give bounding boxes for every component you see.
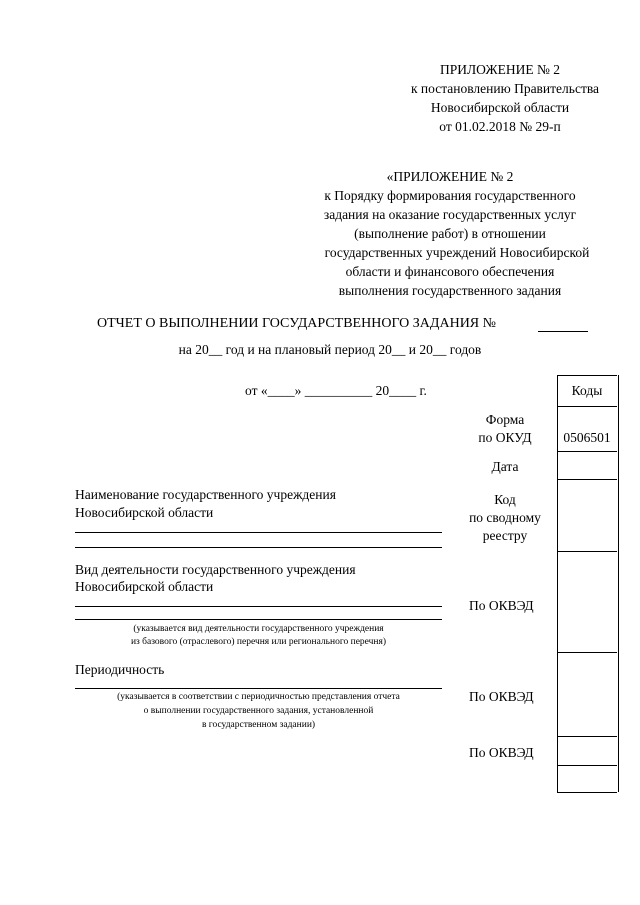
codes-row-divider <box>557 406 617 407</box>
report-number-line <box>538 331 588 332</box>
registry-code-cell[interactable] <box>557 479 617 551</box>
registry-label: по сводному <box>469 510 541 525</box>
okved-label-1: По ОКВЭД <box>469 598 534 613</box>
appendix-order-text: задания на оказание государственных услуг <box>323 207 577 222</box>
activity-type-hint: (указывается вид деятельности государственного учреждения <box>133 624 384 634</box>
appendix-text: Новосибирской области <box>430 100 570 115</box>
appendix-date: от 01.02.2018 № 29-п <box>439 119 561 134</box>
periodicity-hint: (указывается в соответствии с периодичностью представления отчета <box>117 692 400 702</box>
registry-label: Код <box>494 492 516 507</box>
periodicity-label: Периодичность <box>75 662 165 677</box>
appendix-order-text: (выполнение работ) в отношении <box>354 226 546 241</box>
date-label: Дата <box>491 459 519 474</box>
form-label: Форма <box>485 412 525 427</box>
periodicity-hint: о выполнении государственного задания, установленной <box>143 706 374 716</box>
periodicity-hint: в государственном задании) <box>201 720 316 730</box>
activity-type-label: Новосибирской области <box>75 579 214 594</box>
report-date-line: от «____» __________ 20____ г. <box>245 383 427 398</box>
periodicity-field[interactable] <box>75 688 442 689</box>
institution-name-field[interactable] <box>75 547 442 548</box>
appendix-order-text: государственных учреждений Новосибирской <box>324 245 590 260</box>
date-code-cell[interactable] <box>557 451 617 479</box>
appendix-order-text: области и финансового обеспечения <box>345 264 555 279</box>
activity-type-field[interactable] <box>75 606 442 607</box>
institution-name-label: Новосибирской области <box>75 505 214 520</box>
activity-type-field[interactable] <box>75 619 442 620</box>
okved-label-3: По ОКВЭД <box>469 745 534 760</box>
activity-type-hint: из базового (отраслевого) перечня или регионального перечня) <box>130 637 387 647</box>
appendix-order-title: «ПРИЛОЖЕНИЕ № 2 <box>386 169 514 184</box>
extra-code-cell[interactable] <box>557 765 617 792</box>
codes-row-divider <box>557 792 617 793</box>
okved-code-cell-3[interactable] <box>557 736 617 765</box>
appendix-text: к постановлению Правительства <box>410 81 600 96</box>
okud-code-value: 0506501 <box>563 430 611 445</box>
okud-label: по ОКУД <box>478 430 532 445</box>
institution-name-field[interactable] <box>75 532 442 533</box>
okved-code-cell-1[interactable] <box>557 551 617 652</box>
report-title: ОТЧЕТ О ВЫПОЛНЕНИИ ГОСУДАРСТВЕННОГО ЗАДАНИЯ № <box>97 316 496 331</box>
okved-label-2: По ОКВЭД <box>469 689 534 704</box>
registry-label: реестру <box>482 528 528 543</box>
appendix-order-text: к Порядку формирования государственного <box>324 188 576 203</box>
appendix-order-text: выполнения государственного задания <box>338 283 562 298</box>
institution-name-label: Наименование государственного учреждения <box>75 487 336 502</box>
activity-type-label: Вид деятельности государственного учреждения <box>75 562 356 577</box>
okved-code-cell-2[interactable] <box>557 652 617 736</box>
appendix-title: ПРИЛОЖЕНИЕ № 2 <box>439 62 561 77</box>
report-period: на 20__ год и на плановый период 20__ и 20__ годов <box>178 342 482 357</box>
codes-header: Коды <box>571 383 603 398</box>
codes-row-divider <box>557 375 617 376</box>
